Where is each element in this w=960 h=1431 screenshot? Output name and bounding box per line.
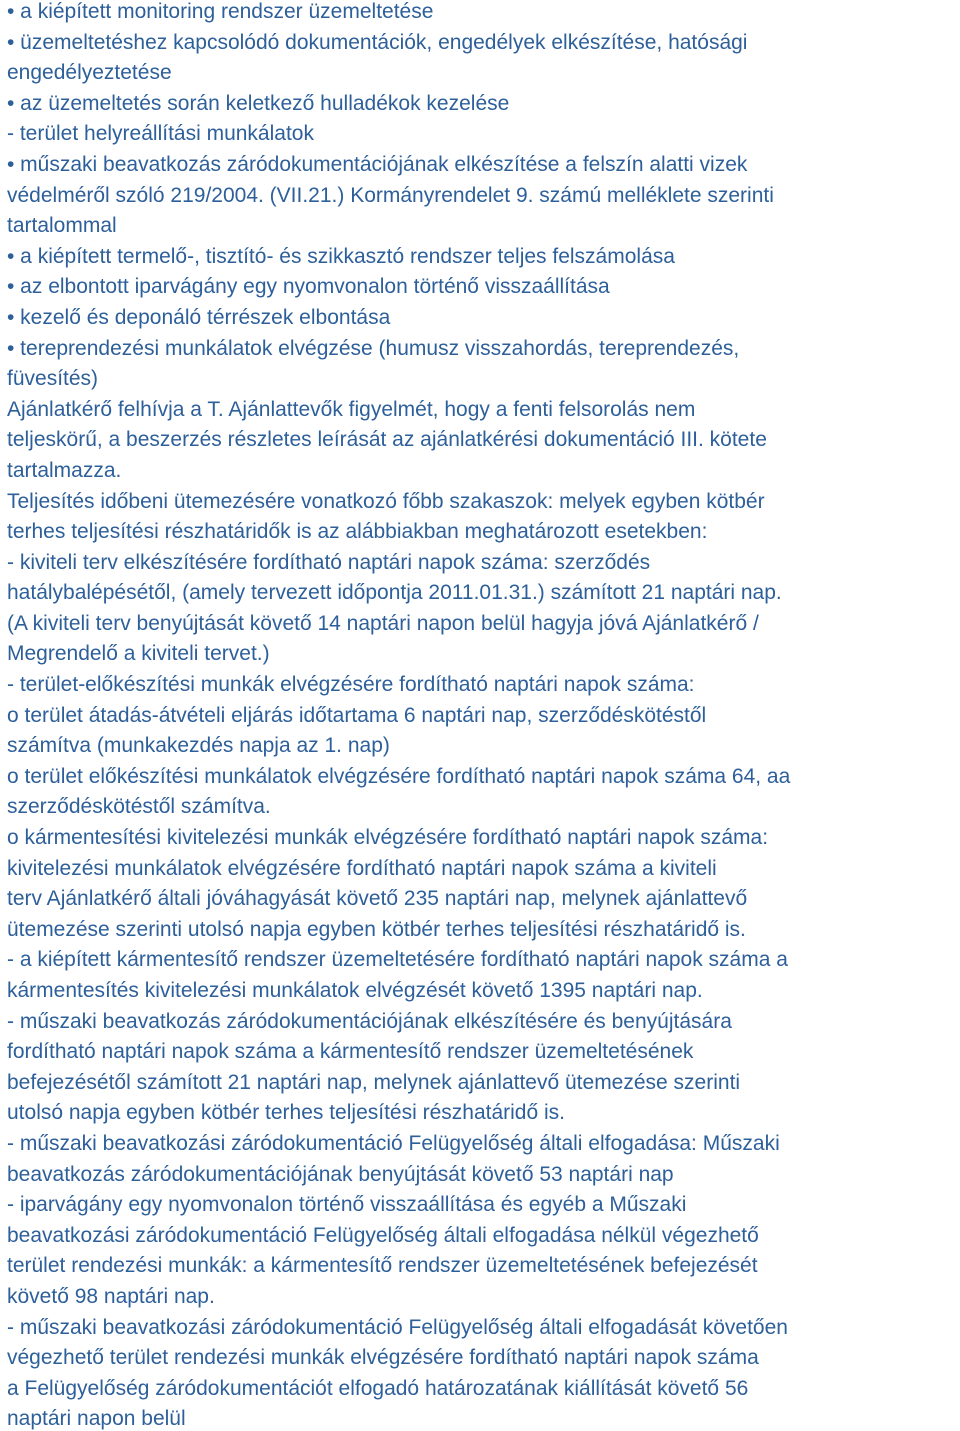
text-line: kármentesítés kivitelezési munkálatok elvégzését követő 1395 naptári nap. [7,979,703,1002]
text-line: Teljesítés időbeni ütemezésére vonatkozó főbb szakaszok: melyek egyben kötbér [7,489,765,513]
text-line: a Felügyelőség záródokumentációt elfogadó határozatának kiállítását követő 56 [7,1376,749,1400]
text-line: • üzemeltetéshez kapcsolódó dokumentációk, engedélyek elkészítése, hatósági [7,30,748,54]
text-line: - terület helyreállítási munkálatok [7,122,314,146]
text-line: o terület átadás-átvételi eljárás időtartama 6 naptári nap, szerződéskötéstől [7,703,707,727]
text-line: • az elbontott iparvágány egy nyomvonalon történő visszaállítása [7,275,610,299]
text-line: beavatkozás záródokumentációjának benyújtását követő 53 naptári nap [7,1162,674,1186]
text-line: • a kiépített monitoring rendszer üzemeltetése [7,0,434,23]
text-line: - műszaki beavatkozási záródokumentáció Felügyelőség általi elfogadását követően [7,1315,788,1339]
text-line: (A kiviteli terv benyújtását követő 14 naptári napon belül hagyja jóvá Ajánlatkérő / [7,611,759,635]
text-line: - terület-előkészítési munkák elvégzésére fordítható naptári napok száma: [7,673,695,697]
text-line: védelméről szóló 219/2004. (VII.21.) Kormányrendelet 9. számú melléklete szerinti [7,183,774,207]
text-line: tartalmazza. [7,458,122,482]
text-line: Megrendelő a kiviteli tervet.) [7,642,270,666]
text-line: szerződéskötéstől számítva. [7,795,271,819]
text-line: végezhető terület rendezési munkák elvégzésére fordítható naptári napok száma [7,1346,759,1370]
text-line: terület rendezési munkák: a kármentesítő rendszer üzemeltetésének befejezését [7,1254,758,1278]
text-line: o kármentesítési kivitelezési munkák elvégzésére fordítható naptári napok száma: [7,826,769,850]
text-line: • az üzemeltetés során keletkező hulladékok kezelése [7,91,510,115]
text-line: követő 98 naptári nap. [7,1284,215,1308]
text-line: számítva (munkakezdés napja az 1. nap) [7,734,390,758]
text-line: befejezésétől számított 21 naptári nap, melynek ajánlattevő ütemezése szerinti [7,1070,741,1094]
text-line: o terület előkészítési munkálatok elvégzésére fordítható naptári napok száma 64, aa [7,764,791,788]
text-line: ütemezése szerinti utolsó napja egyben kötbér terhes teljesítési részhatáridő is. [7,917,746,941]
text-line: • a kiépített termelő-, tisztító- és szikkasztó rendszer teljes felszámolása [7,244,675,268]
text-line: engedélyeztetése [7,61,172,85]
text-line: - műszaki beavatkozási záródokumentáció Felügyelőség általi elfogadása: Műszaki [7,1131,780,1155]
text-line: • műszaki beavatkozás záródokumentációjának elkészítése a felszín alatti vizek [7,152,748,176]
text-line: tartalommal [7,214,117,238]
text-line: Ajánlatkérő felhívja a T. Ajánlattevők figyelmét, hogy a fenti felsorolás nem [7,397,696,421]
text-line: - műszaki beavatkozás záródokumentációjának elkészítésére és benyújtására [7,1009,732,1033]
text-line: • tereprendezési munkálatok elvégzése (humusz visszahordás, tereprendezés, [7,336,740,360]
text-line: hatálybalépésétől, (amely tervezett időpontja 2011.01.31.) számított 21 naptári nap. [7,581,782,605]
text-line: teljeskörű, a beszerzés részletes leírását az ajánlatkérési dokumentáció III. kötete [7,428,767,452]
text-line: • kezelő és deponáló térrészek elbontása [7,305,391,329]
text-line: terhes teljesítési részhatáridők is az alábbiakban meghatározott esetekben: [7,520,708,544]
text-line: beavatkozási záródokumentáció Felügyelőség általi elfogadása nélkül végezhető [7,1223,759,1247]
text-line: utolsó napja egyben kötbér terhes teljesítési részhatáridő is. [7,1101,565,1125]
text-line: - iparvágány egy nyomvonalon történő visszaállítása és egyéb a Műszaki [7,1193,687,1217]
text-line: fordítható naptári napok száma a kármentesítő rendszer üzemeltetésének [7,1040,694,1064]
text-line: füvesítés) [7,367,99,391]
text-line: naptári napon belül [7,1407,186,1431]
text-line: terv Ajánlatkérő általi jóváhagyását követő 235 naptári nap, melynek ajánlattevő [7,887,748,911]
text-line: - a kiépített kármentesítő rendszer üzemeltetésére fordítható naptári napok száma a [7,948,788,972]
text-line: kivitelezési munkálatok elvégzésére fordítható naptári napok száma a kiviteli [7,856,717,880]
text-line: - kiviteli terv elkészítésére fordítható naptári napok száma: szerződés [7,550,651,574]
